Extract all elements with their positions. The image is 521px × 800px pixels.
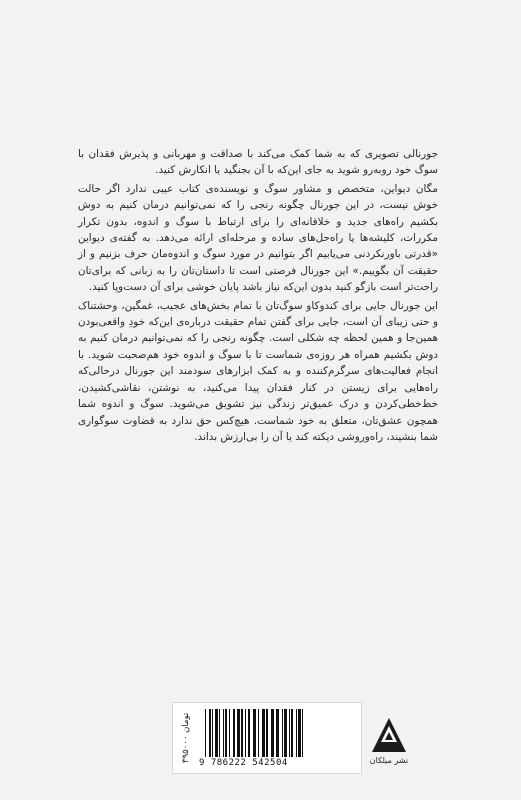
mountain-logo-icon (370, 716, 408, 756)
price-label: ۳۹۵۰۰۰ تومان (181, 712, 191, 764)
barcode-bar (237, 709, 240, 757)
barcode-bar (284, 709, 287, 757)
blurb-paragraph-2: مگان دیواین، متخصص و مشاور سوگ و نویسنده‌ی کتاب عیبی ندارد اگر حالت خوش نیست، در این جورنال چگونه رنجی را که نمی‌توانیم درمان کنیم به دوش بکشیم راه‌های جدید و خلاقانه‌ای را برای ارتباط با سوگ و اندوه، بدون تکرار مکررات، کلیشه‌ها یا راه‌حل‌های ساده و مرحله‌ای ارائه می‌دهد. به گفته‌ی دیواین «قدرتی باورنکردنی می‌یابیم اگر بتوانیم در مورد سوگ و اندوه‌مان حرف بزنیم و از حقیقت آن بگوییم.» این جورنال فرصتی است تا داستان‌تان را به زبانی که برای‌تان راحت‌تر است بازگو کنید بدون این‌که نیاز باشد پایان خوشی برای آن دست‌وپا کنید. (78, 182, 438, 294)
publisher-name: نشر میلکان (369, 756, 409, 765)
barcode-bar (225, 709, 227, 757)
barcode-bar (241, 709, 243, 757)
barcode-bar (215, 709, 218, 757)
barcode-bar (276, 709, 279, 757)
barcode-bar (296, 709, 297, 757)
barcode-bar (298, 709, 301, 757)
barcode-block (172, 702, 362, 774)
barcode-bar (223, 709, 224, 757)
barcode-bar (205, 709, 206, 757)
barcode-bar (271, 709, 274, 757)
barcode-bar (245, 709, 246, 757)
blurb-paragraph-3: این جورنال جایی برای کندوکاو سوگ‌تان با تمام بخش‌های عجیب، غمگین، وحشتناک و حتی زیبای آن است، جایی برای گفتن تمام حقیقت درباره‌ی این‌که خودِ واقعی‌بودن همین‌جا و همین لحظه چه شکلی است. چگونه رنجی را که نمی‌توانیم درمان کنیم به دوش بکشیم همراه هر روزه‌ی شماست تا با سوگ و اندوه خود هم‌صحبت شوید. با انجام فعالیت‌های سرگرم‌کننده و به کمک ابزارهای سودمند این جورنال درحالی‌که راه‌هایی برای زیستن در کنار فقدان پیدا می‌کنید، به نوشتن، نقاشی‌کشیدن، خط‌خطی‌کردن و درک عمیق‌تر زندگی نیز تشویق می‌شوید. سوگ و اندوه شما همچون عشق‌تان، متعلق به خود شماست. هیچ‌کس حق ندارد به قضاوت سوگواری شما بنشیند، راه‌وروشی دیکته کند یا آن را بی‌ارزش بداند. (78, 299, 438, 443)
isbn-number: 9 786222 542504 (199, 758, 288, 768)
barcode-icon (203, 709, 345, 757)
barcode-bar (209, 709, 211, 757)
barcode-bar (233, 709, 235, 757)
barcode-bar (289, 709, 290, 757)
barcode-bar (262, 709, 265, 757)
blurb (78, 146, 438, 445)
barcode-bar (229, 709, 230, 757)
barcode-bar (266, 709, 268, 757)
barcode-bar (253, 709, 256, 757)
barcode-bar (291, 709, 293, 757)
barcode-bar (302, 709, 303, 757)
blurb-paragraph-1: جورنالی تصویری که به شما کمک می‌کند با صداقت و مهربانی و پذیرش فقدان با سوگ خود روبه‌رو شوید به جای این‌که با آن بجنگید یا انکارش کنید. (78, 148, 438, 177)
barcode-bar (282, 709, 283, 757)
barcode-bar (212, 709, 213, 757)
barcode-bar (258, 709, 259, 757)
barcode-bar (248, 709, 250, 757)
barcode-bar (219, 709, 220, 757)
